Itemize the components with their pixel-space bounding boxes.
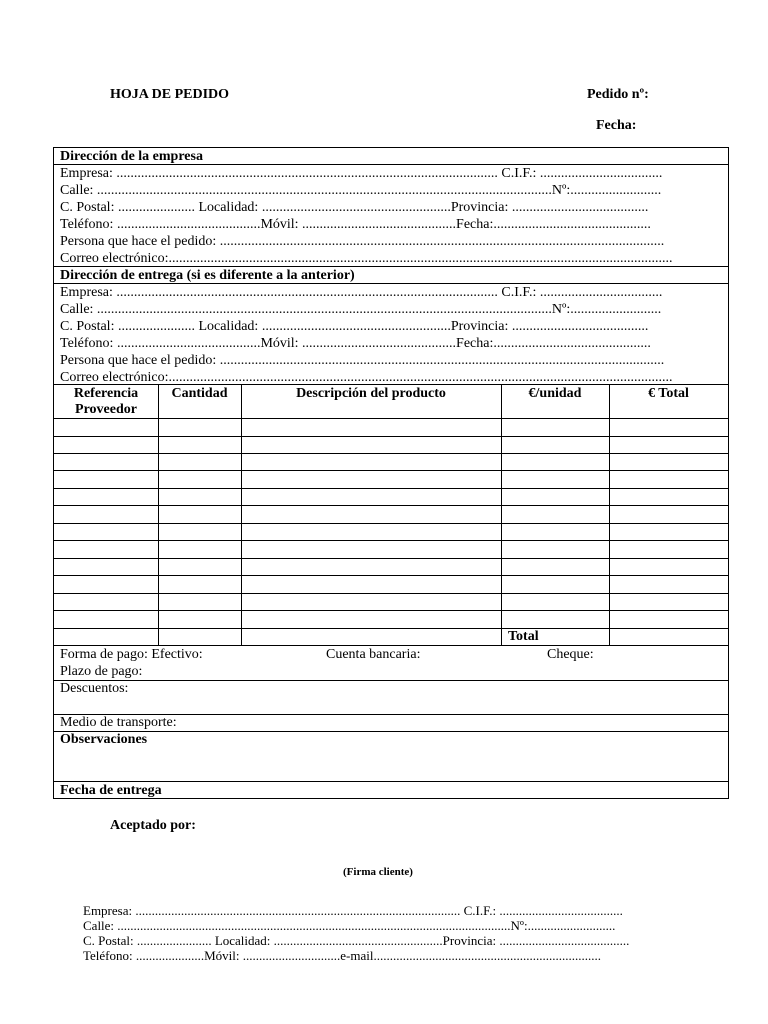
footer-line-telefono: Teléfono: .....................Móvil: ..............................e-mail...................................................................... [83,948,601,963]
discounts-label: Descuentos: [60,681,129,696]
delivery-line-empresa: Empresa: ............................................................................................................. C.I.F.: ................................... [60,285,663,300]
observations-label: Observaciones [60,732,148,747]
col-header-cantidad: Cantidad [171,386,228,401]
footer-line-calle: Calle: .........................................................................................................................Nº:........................... [83,918,616,933]
table-total-label: Total [508,629,539,644]
delivery-date-label: Fecha de entrega [60,783,162,798]
company-line-postal: C. Postal: ...................... Localidad: ......................................................Provincia: ....................................... [60,200,649,215]
delivery-line-correo: Correo electrónico:................................................................................................................................................ [60,370,673,385]
order-form [53,147,729,799]
payment-bank-account: Cuenta bancaria: [326,647,421,662]
delivery-line-postal: C. Postal: ...................... Localidad: ......................................................Provincia: ....................................... [60,319,649,334]
company-line-calle: Calle: ..................................................................................................................................Nº:.......................... [60,183,662,198]
col-header-referencia: Referencia Proveedor [73,386,139,417]
signature-note: (Firma cliente) [343,866,413,878]
transport-label: Medio de transporte: [60,715,177,730]
payment-cash: Efectivo: [151,647,203,662]
company-line-telefono: Teléfono: .........................................Móvil: ............................................Fecha:............................................. [60,217,651,232]
company-line-empresa: Empresa: ............................................................................................................. C.I.F.: ................................... [60,166,663,181]
footer-line-empresa: Empresa: .................................................................................................... C.I.F.: ...................................... [83,903,623,918]
footer-line-postal: C. Postal: ....................... Localidad: ....................................................Provincia: ........................................ [83,933,630,948]
page-title: HOJA DE PEDIDO [110,87,230,102]
order-number-label: Pedido nº: [587,87,649,102]
delivery-line-calle: Calle: ..................................................................................................................................Nº:.......................... [60,302,662,317]
order-date-label: Fecha: [596,118,637,133]
col-header-precio-unidad: €/unidad [528,386,582,401]
payment-label: Forma de pago: [60,647,148,662]
payment-term: Plazo de pago: [60,664,143,679]
delivery-section-heading: Dirección de entrega (si es diferente a la anterior) [60,268,355,283]
delivery-line-persona: Persona que hace el pedido: ............................................................................................................................... [60,353,665,368]
payment-cheque: Cheque: [547,647,594,662]
accepted-by-label: Aceptado por: [110,818,196,833]
company-section-heading: Dirección de la empresa [60,149,203,164]
company-line-persona: Persona que hace el pedido: ............................................................................................................................... [60,234,665,249]
company-line-correo: Correo electrónico:................................................................................................................................................ [60,251,673,266]
col-header-total: € Total [648,386,689,401]
col-header-descripcion: Descripción del producto [296,386,446,401]
delivery-line-telefono: Teléfono: .........................................Móvil: ............................................Fecha:............................................. [60,336,651,351]
